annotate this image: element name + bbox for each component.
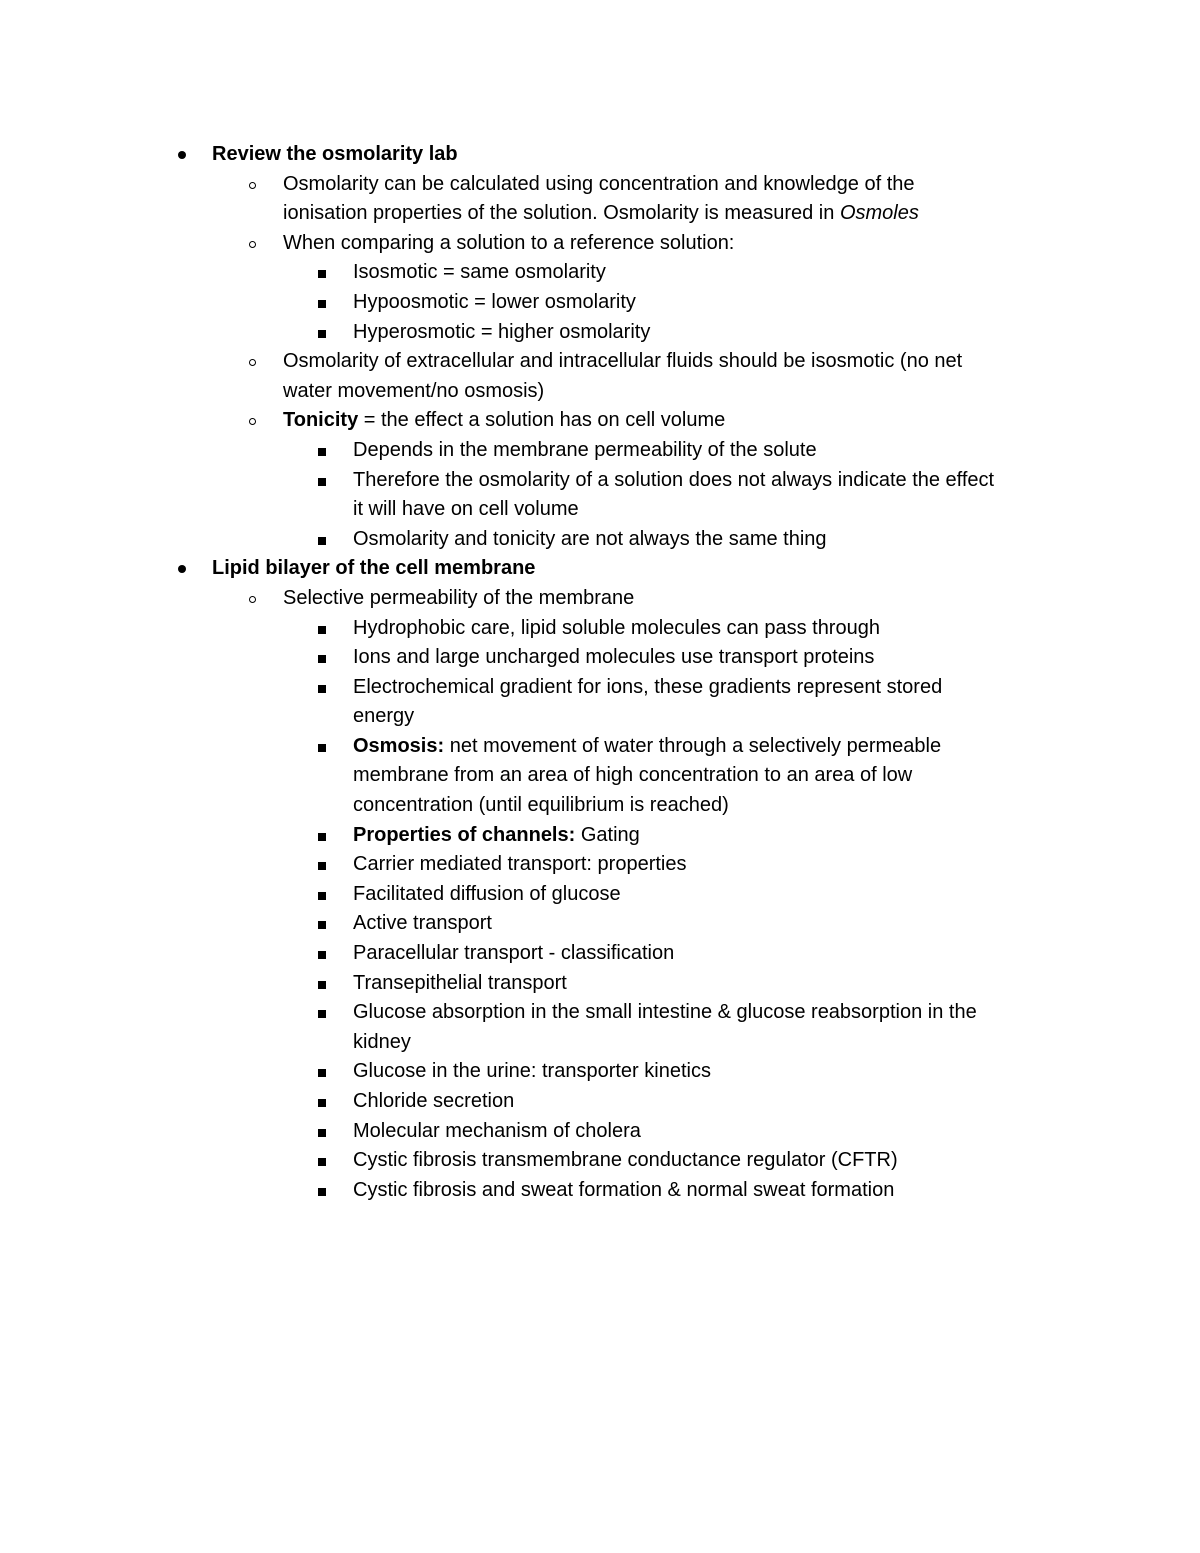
square-bullet-icon <box>318 1129 326 1137</box>
item-text: Ions and large uncharged molecules use transport proteins <box>353 646 875 669</box>
list-item <box>0 821 1200 851</box>
square-bullet-icon <box>318 1010 326 1018</box>
section-heading <box>0 140 1200 170</box>
filled-circle-bullet-icon <box>178 565 186 573</box>
list-item <box>0 347 1200 377</box>
item-text: Hypoosmotic = lower osmolarity <box>353 290 636 313</box>
item-text: Glucose in the urine: transporter kinetics <box>353 1060 711 1083</box>
item-text: Hydrophobic care, lipid soluble molecules can pass through <box>353 616 880 639</box>
square-bullet-icon <box>318 270 326 278</box>
item-text: Gating <box>575 823 640 846</box>
square-bullet-icon <box>318 685 326 693</box>
square-bullet-icon <box>318 951 326 959</box>
square-bullet-icon <box>318 1099 326 1107</box>
square-bullet-icon <box>318 655 326 663</box>
square-bullet-icon <box>318 1069 326 1077</box>
list-item <box>0 643 1200 673</box>
list-item <box>0 732 1200 762</box>
square-bullet-icon <box>318 330 326 338</box>
list-item-continuation <box>0 791 1200 821</box>
list-item <box>0 939 1200 969</box>
heading-text: Review the osmolarity lab <box>212 143 458 165</box>
square-bullet-icon <box>318 892 326 900</box>
list-item <box>0 170 1200 200</box>
document-page <box>0 140 1200 1205</box>
item-text: Carrier mediated transport: properties <box>353 853 687 876</box>
list-item-continuation <box>0 1028 1200 1058</box>
list-item-continuation <box>0 199 1200 229</box>
list-item <box>0 673 1200 703</box>
item-text: Molecular mechanism of cholera <box>353 1119 641 1142</box>
square-bullet-icon <box>318 626 326 634</box>
square-bullet-icon <box>318 833 326 841</box>
list-item <box>0 969 1200 999</box>
item-text: Electrochemical gradient for ions, these gradients represent stored <box>353 675 943 698</box>
square-bullet-icon <box>318 478 326 486</box>
square-bullet-icon <box>318 981 326 989</box>
item-text: Cystic fibrosis and sweat formation & normal sweat formation <box>353 1178 895 1201</box>
list-item <box>0 1117 1200 1147</box>
item-text: Therefore the osmolarity of a solution does not always indicate the effect <box>353 468 995 491</box>
item-text: Transepithelial transport <box>353 971 567 994</box>
list-item <box>0 288 1200 318</box>
item-text: energy <box>353 705 415 728</box>
item-text: Selective permeability of the membrane <box>283 586 635 609</box>
square-bullet-icon <box>318 1158 326 1166</box>
item-text: Chloride secretion <box>353 1090 515 1112</box>
filled-circle-bullet-icon <box>178 151 186 159</box>
list-item <box>0 318 1200 348</box>
heading-text: Lipid bilayer of the cell membrane <box>212 557 536 580</box>
list-item <box>0 406 1200 436</box>
item-text: Active transport <box>353 912 492 935</box>
list-item <box>0 584 1200 614</box>
list-item <box>0 1087 1200 1117</box>
item-emphasis: Osmoles <box>839 202 919 225</box>
item-text: it will have on cell volume <box>353 498 579 521</box>
square-bullet-icon <box>318 537 326 545</box>
item-text: Osmolarity can be calculated using concentration and knowledge of the <box>283 172 915 195</box>
item-text: Glucose absorption in the small intestine & glucose reabsorption in the <box>353 1001 977 1024</box>
item-text: Cystic fibrosis transmembrane conductance regulator (CFTR) <box>353 1149 898 1172</box>
item-text: kidney <box>353 1030 411 1053</box>
item-text: = the effect a solution has on cell volume <box>358 409 726 432</box>
item-text: Facilitated diffusion of glucose <box>353 882 621 905</box>
square-bullet-icon <box>318 862 326 870</box>
hollow-circle-bullet-icon <box>249 241 256 248</box>
list-item-continuation <box>0 761 1200 791</box>
list-item <box>0 525 1200 555</box>
square-bullet-icon <box>318 744 326 752</box>
list-item <box>0 436 1200 466</box>
list-item-continuation <box>0 377 1200 407</box>
item-term: Properties of channels: <box>353 823 576 846</box>
item-text: concentration (until equilibrium is reached) <box>353 794 729 817</box>
section-heading <box>0 554 1200 584</box>
item-text: net movement of water through a selectively permeable <box>444 734 942 757</box>
item-text: Depends in the membrane permeability of the solute <box>353 438 817 461</box>
list-item-continuation <box>0 495 1200 525</box>
list-item <box>0 998 1200 1028</box>
list-item <box>0 880 1200 910</box>
item-text: Isosmotic = same osmolarity <box>353 261 606 284</box>
item-term: Osmosis: <box>353 734 445 757</box>
item-term: Tonicity <box>283 409 359 432</box>
list-item <box>0 1146 1200 1176</box>
list-item-continuation <box>0 702 1200 732</box>
square-bullet-icon <box>318 300 326 308</box>
item-text: ionisation properties of the solution. Osmolarity is measured in <box>283 202 840 225</box>
list-item <box>0 614 1200 644</box>
item-text: Osmolarity and tonicity are not always the same thing <box>353 527 827 550</box>
hollow-circle-bullet-icon <box>249 596 256 603</box>
item-text: membrane from an area of high concentration to an area of low <box>353 764 913 787</box>
item-text: Hyperosmotic = higher osmolarity <box>353 320 651 343</box>
list-item <box>0 850 1200 880</box>
item-text: water movement/no osmosis) <box>283 379 545 402</box>
list-item <box>0 229 1200 259</box>
list-item <box>0 1057 1200 1087</box>
square-bullet-icon <box>318 921 326 929</box>
square-bullet-icon <box>318 1188 326 1196</box>
hollow-circle-bullet-icon <box>249 182 256 189</box>
item-text: Paracellular transport - classification <box>353 942 675 965</box>
list-item <box>0 258 1200 288</box>
square-bullet-icon <box>318 448 326 456</box>
hollow-circle-bullet-icon <box>249 418 256 425</box>
list-item <box>0 1176 1200 1206</box>
hollow-circle-bullet-icon <box>249 359 256 366</box>
item-text: Osmolarity of extracellular and intracellular fluids should be isosmotic (no net <box>283 350 963 373</box>
item-text: When comparing a solution to a reference solution: <box>283 231 735 254</box>
list-item <box>0 909 1200 939</box>
list-item <box>0 466 1200 496</box>
